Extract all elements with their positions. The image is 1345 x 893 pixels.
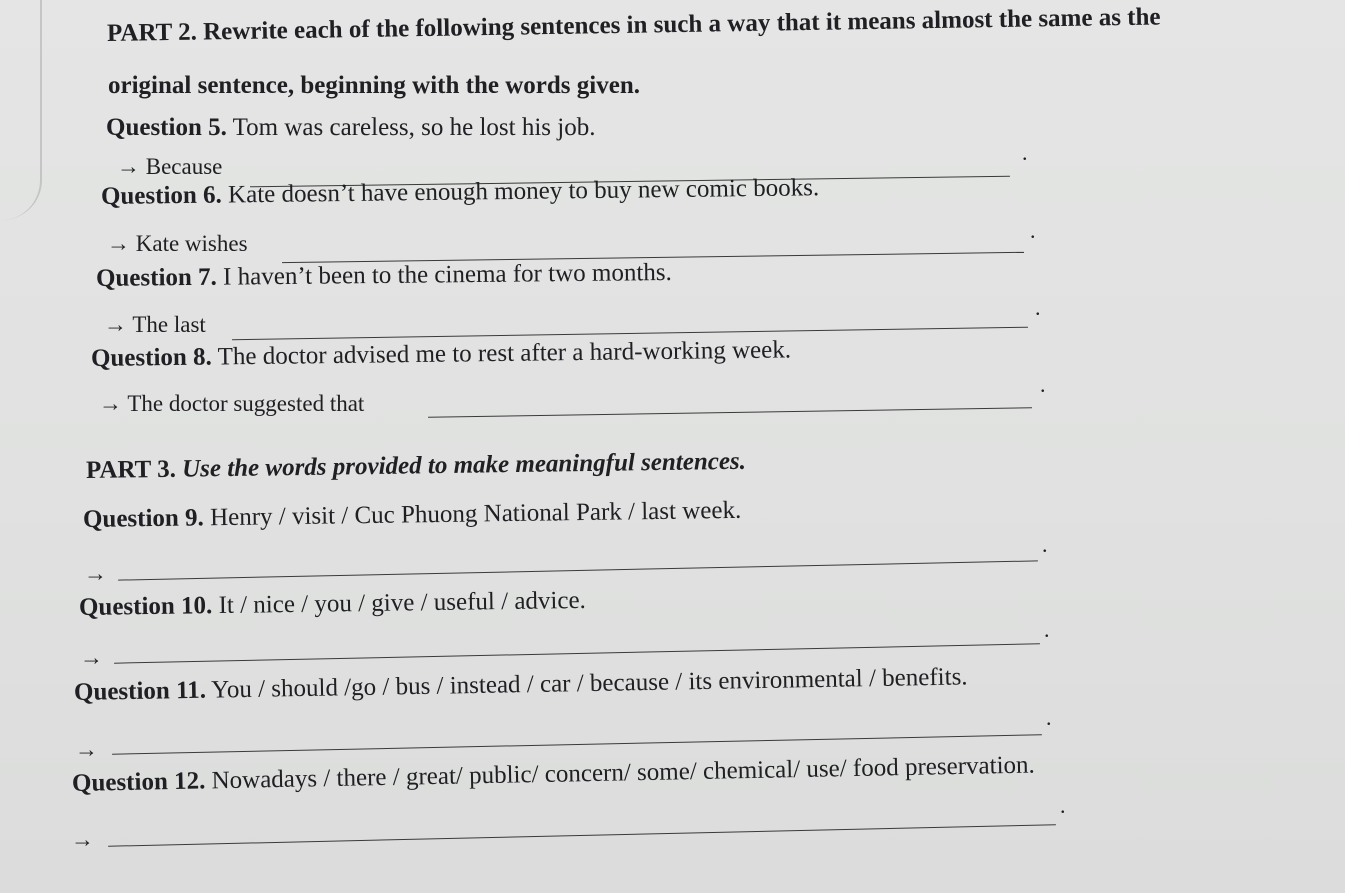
period: .: [1046, 705, 1052, 730]
question-label: Question 10.: [78, 592, 213, 621]
question-8: [91, 336, 791, 373]
question-text: The doctor advised me to rest after a hard-working week.: [211, 336, 792, 371]
part2-heading-line1: PART 2. Rewrite each of the following sentences in such a way that it means almost the same as the: [106, 3, 1161, 47]
part2-heading-line2: original sentence, beginning with the words given.: [108, 72, 640, 99]
question-label: Question 12.: [71, 767, 206, 797]
arrow-icon: →: [117, 154, 140, 179]
answer-prompt-10: [80, 645, 103, 671]
arrow-icon: →: [84, 561, 107, 586]
question-label: Question 11.: [73, 676, 207, 706]
question-7: [96, 259, 672, 293]
question-9: [83, 497, 742, 534]
period: .: [1035, 295, 1041, 320]
answer-start: Kate wishes: [135, 231, 248, 256]
question-text: Henry / visit / Cuc Phuong National Park / last week.: [203, 496, 742, 532]
question-label: Question 7.: [95, 263, 217, 292]
answer-start: The last: [132, 312, 206, 337]
period: .: [1060, 793, 1066, 818]
question-text: I haven’t been to the cinema for two months.: [216, 258, 672, 291]
question-text: Tom was careless, so he lost his job.: [226, 114, 596, 141]
arrow-icon: →: [107, 231, 130, 256]
answer-start: Because: [145, 154, 223, 179]
answer-blank-10[interactable]: [114, 643, 1040, 663]
question-5: [106, 114, 595, 142]
period: .: [1042, 532, 1048, 557]
answer-prompt-5: [117, 154, 222, 180]
answer-prompt-7: [104, 312, 206, 338]
question-text: It / nice / you / give / useful / advice.: [212, 586, 587, 620]
answer-blank-11[interactable]: [112, 734, 1042, 754]
question-12: [72, 752, 1035, 798]
part3-heading-label: PART 3.: [85, 455, 183, 484]
question-label: Question 9.: [82, 504, 205, 533]
arrow-icon: →: [104, 312, 127, 337]
question-10: [79, 587, 586, 622]
part3-heading: [86, 448, 746, 485]
answer-prompt-9: [84, 561, 107, 587]
question-label: Question 5.: [106, 114, 227, 141]
period: .: [1044, 617, 1050, 642]
arrow-icon: →: [75, 737, 98, 762]
answer-blank-12[interactable]: [108, 824, 1056, 847]
question-label: Question 8.: [90, 343, 213, 372]
question-11: [74, 663, 968, 707]
answer-start: The doctor suggested that: [127, 391, 365, 416]
period: .: [1040, 372, 1046, 397]
answer-prompt-11: [75, 737, 98, 763]
arrow-icon: →: [71, 827, 94, 852]
part3-heading-instruction: Use the words provided to make meaningful sentences.: [181, 447, 747, 483]
question-label: Question 6.: [100, 181, 223, 210]
period: .: [1022, 140, 1028, 165]
arrow-icon: →: [80, 645, 103, 670]
answer-prompt-12: [71, 827, 94, 853]
question-text: You / should /go / bus / instead / car / because / its environmental / benefits.: [205, 663, 968, 704]
answer-prompt-8: [99, 391, 364, 417]
question-text: Kate doesn’t have enough money to buy new comic books.: [221, 174, 820, 209]
question-text: Nowadays / there / great/ public/ concern/ some/ chemical/ use/ food preservation.: [205, 751, 1036, 795]
period: .: [1030, 218, 1036, 243]
answer-blank-9[interactable]: [118, 560, 1038, 580]
answer-prompt-6: [107, 231, 248, 257]
answer-blank-8[interactable]: [428, 407, 1032, 417]
arrow-icon: →: [99, 391, 122, 416]
